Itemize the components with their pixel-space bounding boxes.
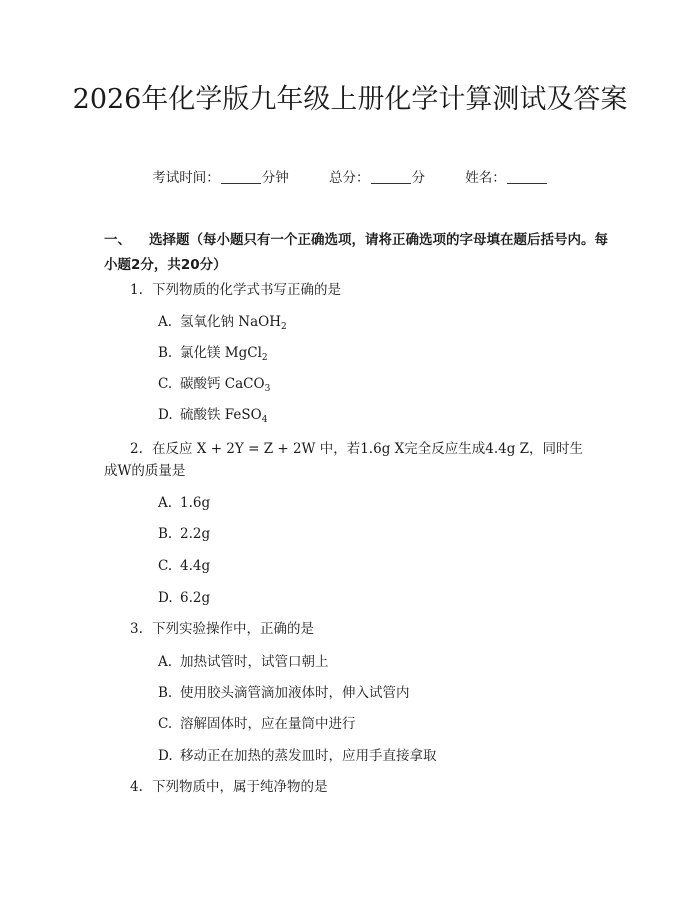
question-text-line2: 成W的质量是: [104, 463, 186, 479]
option-formula: FeSO: [224, 407, 262, 423]
option-1b: [158, 342, 598, 369]
option-formula: NaOH: [238, 314, 281, 330]
question-2-continued: [104, 460, 604, 482]
question-number: 2.: [130, 441, 143, 457]
option-1c: [158, 373, 598, 400]
option-name: 氢氧化钠: [180, 314, 234, 330]
option-subscript: 3: [264, 384, 271, 394]
question-text: 下列实验操作中，正确的是: [152, 621, 314, 637]
option-1d: [158, 404, 598, 431]
option-text: 4.4g: [180, 558, 211, 574]
option-letter: D.: [158, 590, 173, 606]
name-blank[interactable]: [507, 169, 547, 184]
option-letter: B.: [158, 685, 173, 701]
option-name: 硫酸铁: [180, 407, 221, 423]
option-text: 加热试管时，试管口朝上: [180, 654, 329, 670]
time-unit: 分钟: [261, 170, 289, 186]
option-letter: C.: [158, 558, 173, 574]
option-text: 移动正在加热的蒸发皿时，应用手直接拿取: [180, 748, 437, 764]
score-blank[interactable]: [371, 169, 411, 184]
question-text: 下列物质中，属于纯净物的是: [152, 779, 328, 795]
exam-time: [152, 168, 289, 188]
question-number: 4.: [130, 779, 143, 795]
option-3c: [158, 713, 598, 735]
exam-meta: [0, 168, 700, 188]
score-unit: 分: [411, 170, 425, 186]
option-letter: D.: [158, 407, 173, 423]
option-text: 使用胶头滴管滴加液体时，伸入试管内: [180, 685, 410, 701]
question-3: [104, 618, 604, 640]
option-2d: [158, 587, 598, 609]
time-label: 考试时间：: [152, 170, 220, 186]
section-number: 一、: [104, 232, 131, 248]
question-number: 3.: [130, 621, 143, 637]
option-2c: [158, 555, 598, 577]
option-letter: C.: [158, 716, 173, 732]
option-letter: A.: [158, 654, 173, 670]
question-4: [104, 776, 604, 798]
total-score: [329, 168, 425, 188]
question-1: [104, 279, 604, 301]
option-3a: [158, 651, 598, 673]
name-label: 姓名：: [465, 170, 506, 186]
question-text-line1: 在反应 X + 2Y = Z + 2W 中，若1.6g X完全反应生成4.4g Z，同时生: [152, 441, 584, 457]
option-2a: [158, 492, 598, 514]
option-name: 氯化镁: [180, 345, 221, 361]
option-letter: D.: [158, 748, 173, 764]
option-letter: B.: [158, 345, 173, 361]
score-label: 总分：: [329, 170, 370, 186]
question-text: 下列物质的化学式书写正确的是: [152, 282, 341, 298]
question-2: [104, 438, 604, 460]
option-subscript: 2: [281, 322, 287, 332]
time-blank[interactable]: [221, 169, 261, 184]
option-3b: [158, 682, 598, 704]
option-text: 溶解固体时，应在量筒中进行: [180, 716, 356, 732]
option-text: 2.2g: [180, 526, 211, 542]
option-name: 碳酸钙: [180, 376, 221, 392]
option-3d: [158, 745, 598, 767]
option-text: 1.6g: [180, 495, 211, 511]
section-heading: [104, 228, 614, 278]
option-subscript: 2: [261, 353, 268, 363]
option-2b: [158, 523, 598, 545]
option-formula: MgCl: [224, 345, 262, 361]
option-formula: CaCO: [224, 376, 265, 392]
option-letter: C.: [158, 376, 173, 392]
option-letter: B.: [158, 526, 173, 542]
option-letter: A.: [158, 314, 173, 330]
option-letter: A.: [158, 495, 173, 511]
question-number: 1.: [130, 282, 143, 298]
section-text: 选择题（每小题只有一个正确选项，请将正确选项的字母填在题后括号内。每小题2分，共20分）: [104, 232, 608, 273]
page-title: 2026年化学版九年级上册化学计算测试及答案: [72, 84, 628, 115]
option-1a: [158, 311, 598, 338]
option-text: 6.2g: [180, 590, 211, 606]
option-subscript: 4: [261, 415, 268, 425]
student-name: [465, 168, 548, 188]
